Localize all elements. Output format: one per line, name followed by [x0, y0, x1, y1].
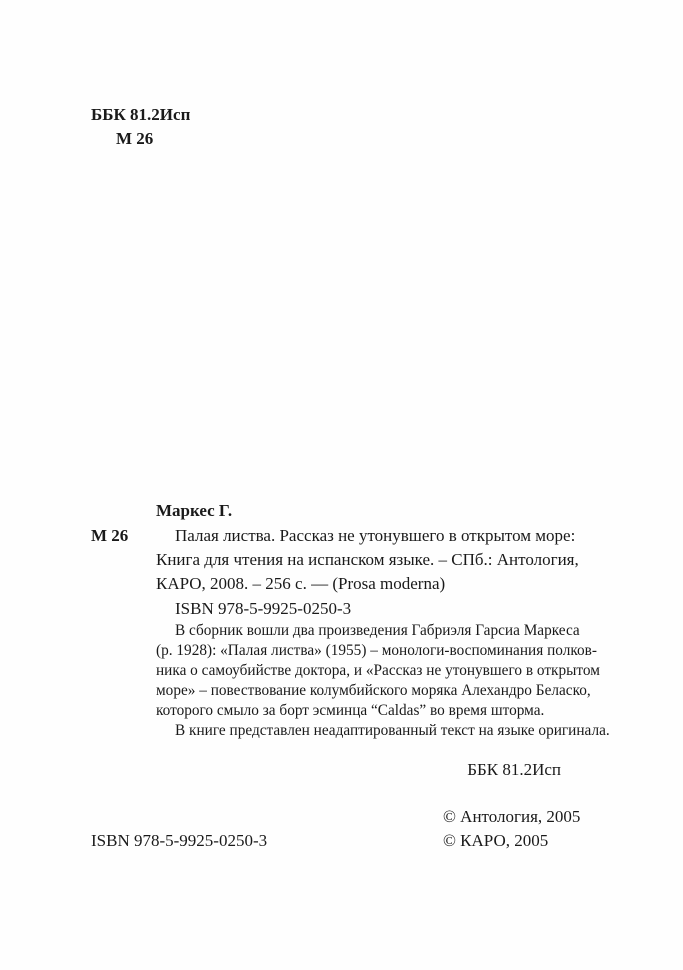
annotation-line: которого смыло за борт эсминца “Caldas” во время шторма. — [156, 702, 545, 719]
annotation-line: В сборник вошли два произведения Габриэля Гарсиа Маркеса — [175, 622, 580, 639]
card-isbn: ISBN 978-5-9925-0250-3 — [175, 599, 352, 618]
description-line: КАРО, 2008. – 256 с. — (Prosa moderna) — [156, 574, 446, 593]
annotation-line: ника о самоубийстве доктора, и «Рассказ не утонувшего в открытом — [156, 662, 600, 679]
bbk-code-header: ББК 81.2Исп — [91, 105, 191, 124]
author-mark-header: М 26 — [116, 129, 154, 148]
copyright-anthology: © Антология, 2005 — [443, 807, 581, 826]
annotation-line: В книге представлен неадаптированный текст на языке оригинала. — [175, 722, 610, 739]
footer-isbn: ISBN 978-5-9925-0250-3 — [91, 831, 268, 850]
annotation-line: море» – повествование колумбийского моряка Алехандро Беласко, — [156, 682, 591, 699]
annotation-line: (р. 1928): «Палая листва» (1955) – монологи-воспоминания полков- — [156, 642, 597, 659]
description-line: Книга для чтения на испанском языке. – СПб.: Антология, — [156, 550, 579, 569]
card-bbk: ББК 81.2Исп — [467, 760, 561, 779]
description-line: Палая листва. Рассказ не утонувшего в открытом море: — [175, 526, 576, 545]
copyright-karo: © КАРО, 2005 — [443, 831, 549, 850]
card-author-mark: М 26 — [91, 526, 129, 545]
card-author: Маркес Г. — [156, 501, 233, 520]
